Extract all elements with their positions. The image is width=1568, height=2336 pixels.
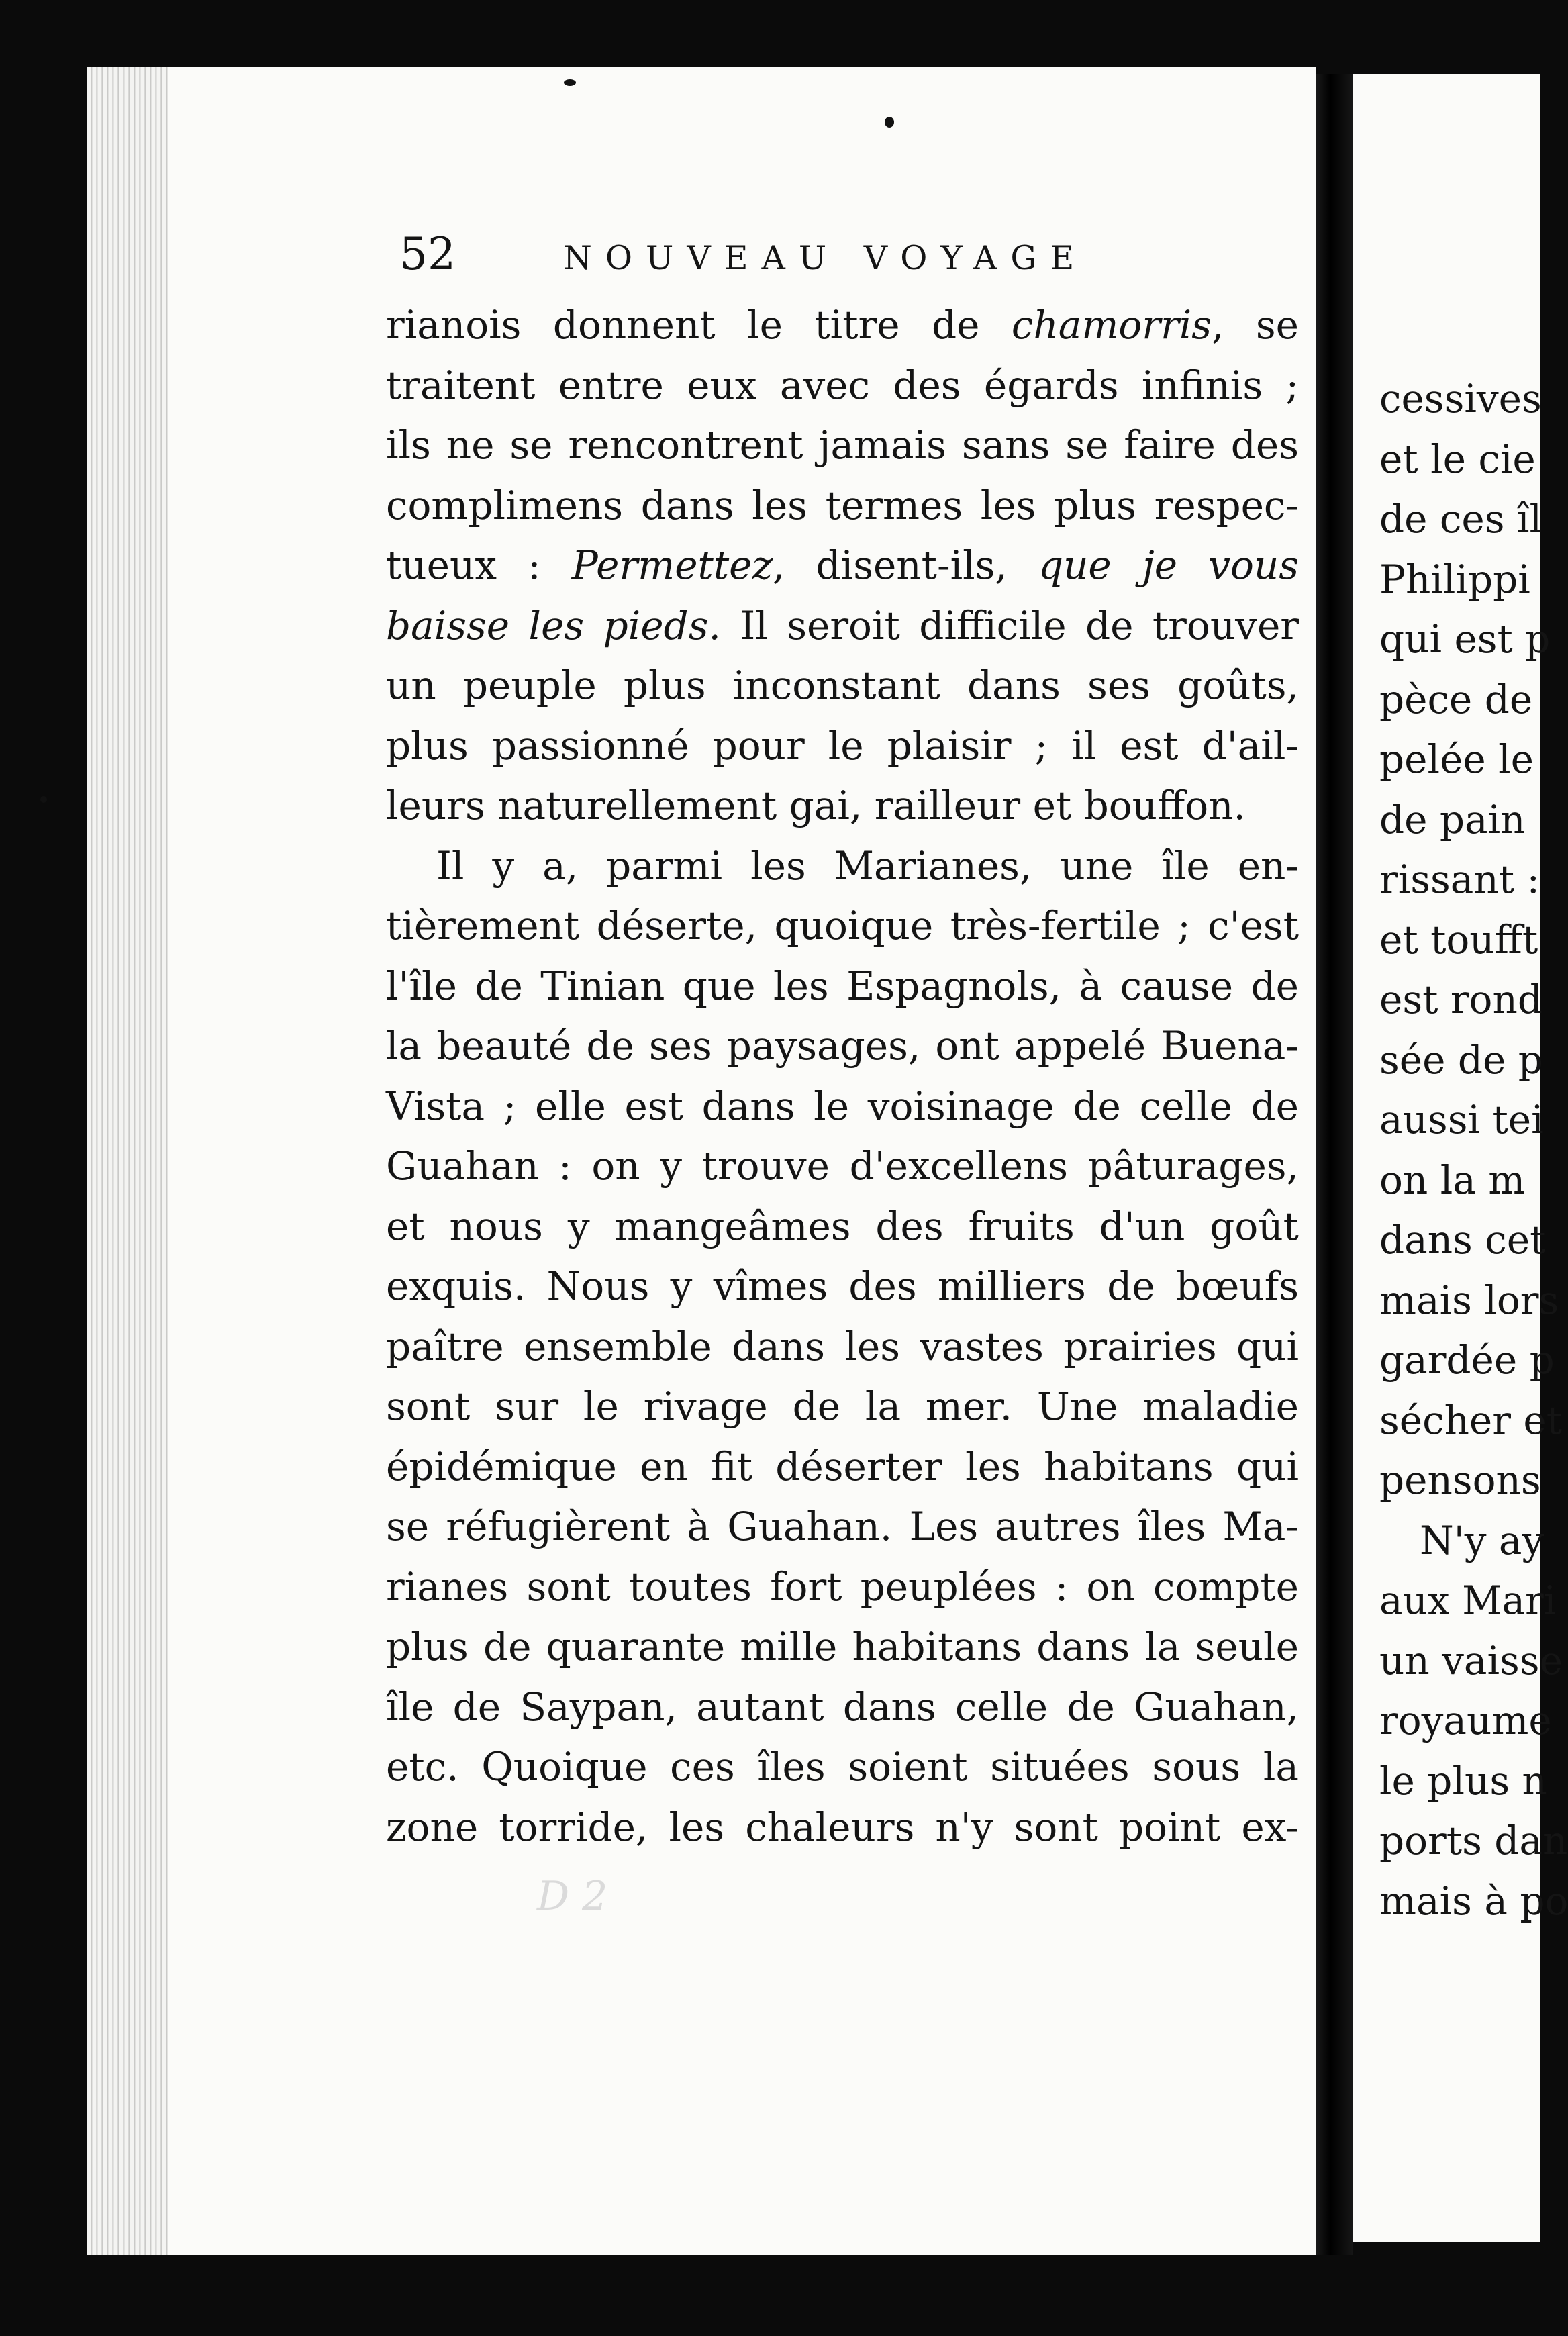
text-line: [386, 776, 1299, 836]
text-line: [386, 1016, 1299, 1077]
text-run: tueux :: [386, 542, 572, 588]
text-run: ils ne se rencontrent jamais sans se faire des: [386, 422, 1299, 468]
text-line: [386, 476, 1299, 536]
text-run: île de Saypan, autant dans celle de Guahan,: [386, 1684, 1299, 1730]
text-run: , se: [1212, 302, 1299, 348]
text-line: [386, 295, 1299, 356]
text-line: [386, 1677, 1299, 1738]
text-line: sécher et: [1379, 1397, 1563, 1443]
page-edge-stack: [87, 67, 168, 2255]
running-title: NOUVEAU VOYAGE: [562, 239, 1088, 277]
text-line: de pain: [1379, 796, 1526, 842]
text-line: [386, 1497, 1299, 1557]
text-run: , disent-ils,: [773, 542, 1038, 588]
text-line: Philippi: [1379, 556, 1530, 602]
text-run: rianes sont toutes fort peuplées : on compte: [386, 1563, 1299, 1610]
right-page-text: [1379, 369, 1568, 1931]
text-line: [386, 1437, 1299, 1498]
text-line: mais à po: [1379, 1878, 1568, 1924]
text-line: royaume: [1379, 1698, 1552, 1743]
text-line: [386, 896, 1299, 957]
text-run: Guahan : on y trouve d'excellens pâturages,: [386, 1143, 1299, 1189]
text-line: et le cie: [1379, 436, 1536, 482]
text-run: Il y a, parmi les Marianes, une île en-: [436, 842, 1299, 889]
text-run: plus passionné pour le plaisir ; il est d'ail-: [386, 722, 1299, 769]
text-line: un vaisse: [1379, 1637, 1563, 1684]
italic-text-run: que je vous: [1038, 542, 1299, 588]
ink-speck: [40, 796, 47, 803]
text-line: aux Mari: [1379, 1577, 1557, 1623]
text-line: [386, 836, 1299, 897]
text-line: [386, 656, 1299, 716]
text-line: [386, 1077, 1299, 1137]
text-line: de ces îl: [1379, 496, 1542, 542]
text-line: rissant :: [1379, 857, 1540, 902]
text-line: [386, 1557, 1299, 1618]
text-line: aussi tei: [1379, 1097, 1544, 1142]
text-run: traitent entre eux avec des égards infinis ;: [386, 362, 1299, 408]
text-line: [386, 1377, 1299, 1437]
text-run: paître ensemble dans les vastes prairies qui: [386, 1323, 1299, 1369]
text-run: un peuple plus inconstant dans ses goûts,: [386, 663, 1299, 708]
text-run: l'île de Tinian que les Espagnols, à cause de: [386, 963, 1299, 1009]
text-line: [386, 416, 1299, 476]
text-run: leurs naturellement gai, railleur et bouffon.: [386, 783, 1246, 828]
text-run: sont sur le rivage de la mer. Une maladie: [386, 1383, 1299, 1429]
text-line: [386, 1257, 1299, 1317]
text-line: [386, 356, 1299, 416]
text-line: [386, 1737, 1299, 1798]
page-number: 52: [399, 228, 456, 280]
text-run: plus de quarante mille habitans dans la seule: [386, 1624, 1299, 1669]
text-line: pèce de: [1379, 676, 1533, 722]
book-gutter: [1316, 74, 1353, 2255]
text-line: ports dan: [1379, 1818, 1568, 1863]
text-run: zone torride, les chaleurs n'y sont point ex-: [386, 1804, 1299, 1850]
text-line: [386, 1798, 1299, 1858]
text-line: [386, 1136, 1299, 1197]
text-line: N'y ay: [1420, 1517, 1545, 1563]
left-page-text: [386, 295, 1299, 1857]
text-run: Il seroit difficile de trouver: [720, 602, 1299, 648]
text-run: la beauté de ses paysages, ont appelé Buena-: [386, 1023, 1299, 1069]
italic-text-run: chamorris: [1011, 302, 1212, 348]
ink-speck: [564, 79, 576, 86]
text-line: [386, 1317, 1299, 1377]
text-line: et toufft: [1379, 916, 1538, 963]
text-run: tièrement déserte, quoique très-fertile ; c'est: [386, 903, 1299, 948]
text-run: complimens dans les termes les plus respec-: [386, 482, 1299, 528]
page-header: [399, 228, 1087, 289]
right-page: [1353, 74, 1568, 2242]
text-line: [386, 1197, 1299, 1257]
text-line: [386, 957, 1299, 1017]
text-line: [386, 596, 1299, 656]
text-line: est rond: [1379, 977, 1542, 1022]
italic-text-run: baisse les pieds.: [386, 602, 721, 648]
ink-speck: [885, 117, 894, 128]
text-line: gardée p: [1379, 1337, 1555, 1383]
text-line: pensons: [1379, 1457, 1541, 1503]
text-line: qui est p: [1379, 616, 1551, 662]
text-run: épidémique en fit déserter les habitans qui: [386, 1443, 1299, 1490]
text-run: rianois donnent le titre de: [386, 302, 1012, 348]
text-run: exquis. Nous y vîmes des milliers de bœufs: [386, 1263, 1299, 1309]
text-run: etc. Quoique ces îles soient situées sous la: [386, 1744, 1299, 1790]
text-line: [386, 716, 1299, 777]
text-run: Vista ; elle est dans le voisinage de celle de: [386, 1083, 1299, 1129]
text-line: cessives: [1379, 376, 1542, 422]
text-run: se réfugièrent à Guahan. Les autres îles Ma-: [386, 1504, 1299, 1549]
text-line: pelée le: [1379, 736, 1534, 782]
text-line: mais lors: [1379, 1277, 1559, 1323]
text-line: sée de p: [1379, 1036, 1543, 1083]
text-line: dans cet: [1379, 1217, 1546, 1263]
text-line: [386, 1617, 1299, 1677]
text-line: [386, 536, 1299, 596]
signature-mark: D 2: [537, 1873, 608, 1920]
text-run: et nous y mangeâmes des fruits d'un goût: [386, 1203, 1299, 1249]
text-line: on la m: [1379, 1157, 1526, 1203]
italic-text-run: Permettez: [571, 542, 773, 588]
text-line: le plus n: [1379, 1757, 1547, 1804]
